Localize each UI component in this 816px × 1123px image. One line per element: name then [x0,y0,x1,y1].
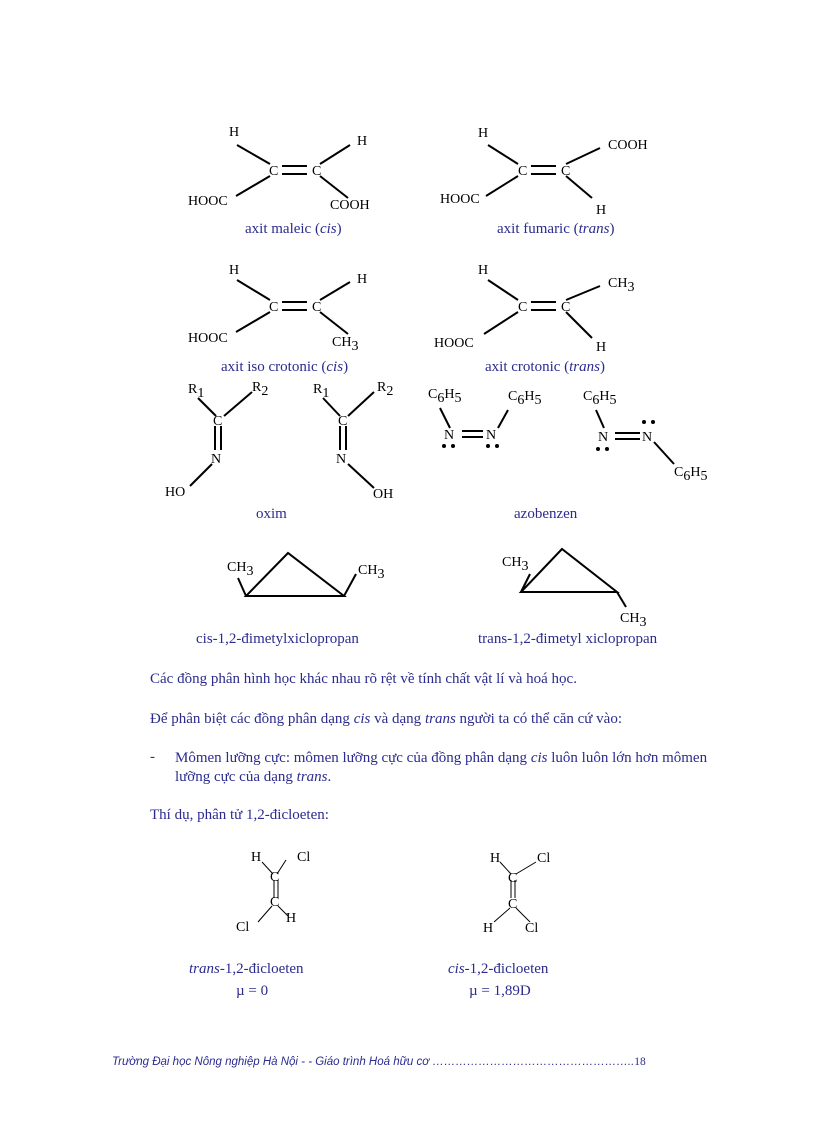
page-footer: Trường Đại học Nông nghiệp Hà Nội - - Giáo trình Hoá hữu cơ ……………………………………………..18 [112,1056,646,1068]
caption-crotonic: axit crotonic (trans) [485,359,605,375]
trans-dcl-h-top: H [251,850,262,865]
trans-dcl-cl-top: Cl [297,850,311,865]
azo-left-c6h5-a: C6H5 [428,387,462,406]
oxim-right-oh: OH [373,487,394,502]
cis-dcl-cl-bottom: Cl [525,921,539,936]
oxim-right-c: C [338,414,348,429]
azo-right-n1: N [598,430,609,445]
caption-maleic: axit maleic (cis) [245,221,342,237]
cis-cyclo-ch3-left: CH3 [227,560,254,579]
trans-dcl-c-top: C [270,870,280,885]
caption-cis-dipole: µ = 1,89D [469,983,531,999]
maleic-cooh: COOH [330,198,370,213]
cis-dcl-h-bottom: H [483,921,494,936]
iso-crotonic-hooc: HOOC [188,331,228,346]
trans-dcl-c-bottom: C [270,895,280,910]
fumaric-c-left: C [518,164,528,179]
caption-trans-dicloeten: trans-1,2-đicloeten [189,961,304,977]
caption-oxim: oxim [256,506,287,522]
trans-dcl-h-bottom: H [286,911,297,926]
cis-dcl-h-top: H [490,851,501,866]
caption-iso-crotonic: axit iso crotonic (cis) [221,359,349,375]
azo-left-n2: N [486,428,497,443]
paragraph-distinguish: Để phân biệt các đồng phân dạng cis và dạng trans người ta có thể căn cứ vào: [150,711,622,727]
trans-dcl-cl-bottom: Cl [236,920,250,935]
fumaric-c-right: C [561,164,571,179]
crotonic-ch3: CH3 [608,276,635,295]
iso-crotonic-c-left: C [269,300,279,315]
cis-dcl-c-top: C [508,871,518,886]
oxim-left-r1: R1 [188,382,205,401]
maleic-hooc: HOOC [188,194,228,209]
cis-dcl-c-bottom: C [508,897,518,912]
azo-right-c6h5-a: C6H5 [583,389,617,408]
maleic-c-right: C [312,164,322,179]
crotonic-c-left: C [518,300,528,315]
iso-crotonic-h-top-left: H [229,263,240,278]
paragraph-geometric-isomers: Các đồng phân hình học khác nhau rõ rệt về tính chất vật lí và hoá học. [150,671,577,687]
caption-cis-dicloeten: cis-1,2-đicloeten [448,961,549,977]
oxim-right-n: N [336,452,347,467]
fumaric-cooh: COOH [608,138,648,153]
iso-crotonic-c-right: C [312,300,322,315]
paragraph-example: Thí dụ, phân tử 1,2-đicloeten: [150,807,329,823]
lone-pair-dots [442,420,655,451]
maleic-h-top-right: H [357,134,368,149]
bullet-line-1: Mômen lưỡng cực: mômen lưỡng cực của đồng phân dạng cis luôn luôn lớn hơn mômen [175,750,708,766]
crotonic-c-right: C [561,300,571,315]
azo-left-c6h5-b: C6H5 [508,389,542,408]
azo-right-n2: N [642,430,653,445]
oxim-left-c: C [213,414,223,429]
azo-left-n1: N [444,428,455,443]
caption-cis-cyclo: cis-1,2-đimetylxiclopropan [196,631,359,647]
oxim-left-ho: HO [165,485,186,500]
oxim-left-n: N [211,452,222,467]
maleic-h-top-left: H [229,125,240,140]
bullet-dash: - [150,749,155,765]
trans-cyclo-ch3-top: CH3 [502,555,529,574]
oxim-left-r2: R2 [252,380,269,399]
bullet-line-2: lưỡng cực của dạng trans. [175,769,332,785]
bullet-dipole-moment [175,749,707,787]
caption-fumaric: axit fumaric (trans) [497,221,615,237]
fumaric-h-top-left: H [478,126,489,141]
fumaric-h-bottom-right: H [596,203,607,218]
cis-cyclo-ch3-right: CH3 [358,563,385,582]
fumaric-hooc: HOOC [440,192,480,207]
crotonic-hooc: HOOC [434,336,474,351]
iso-crotonic-h-top-right: H [357,272,368,287]
iso-crotonic-ch3: CH3 [332,335,359,354]
oxim-right-r1: R1 [313,382,330,401]
crotonic-h-top-left: H [478,263,489,278]
caption-azobenzen: azobenzen [514,506,578,522]
caption-trans-dipole: µ = 0 [236,983,269,999]
crotonic-h-bottom-right: H [596,340,607,355]
trans-cyclo-ch3-bottom: CH3 [620,611,647,630]
cis-dcl-cl-top: Cl [537,851,551,866]
oxim-right-r2: R2 [377,380,394,399]
page-number: 18 [634,1056,646,1068]
maleic-c-left: C [269,164,279,179]
caption-trans-cyclo: trans-1,2-đimetyl xiclopropan [478,631,658,647]
azo-right-c6h5-b: C6H5 [674,465,708,484]
